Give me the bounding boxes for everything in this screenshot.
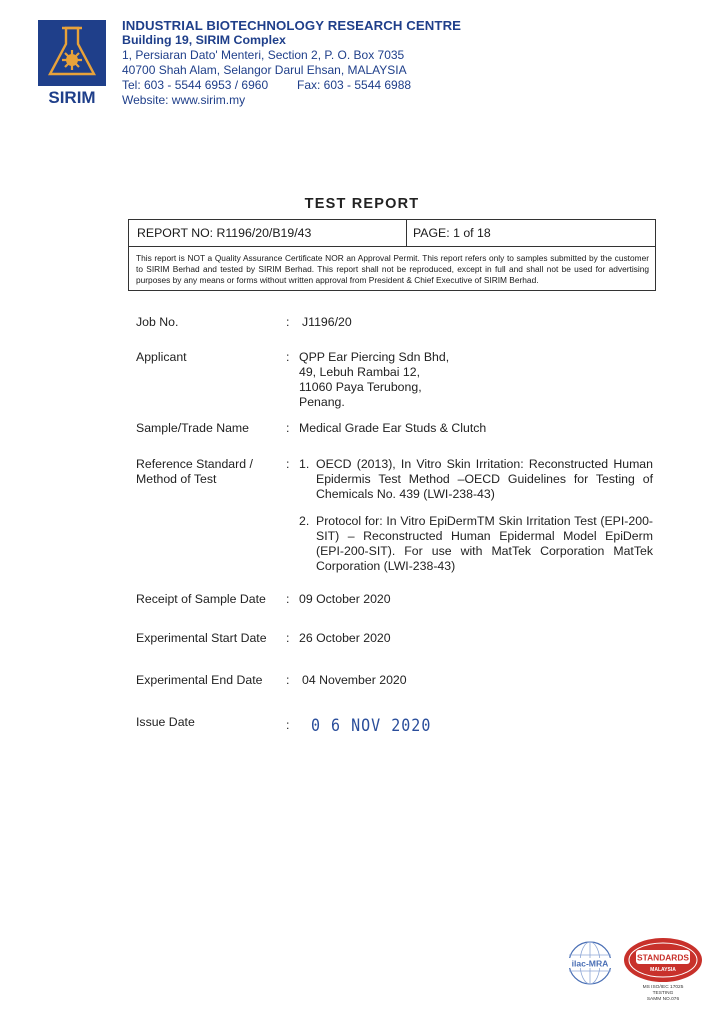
- job-no-value: J1196/20: [302, 315, 352, 329]
- colon: :: [286, 421, 290, 435]
- sirim-logo: [38, 20, 106, 106]
- sample-label: Sample/Trade Name: [136, 421, 249, 435]
- svg-text:MALAYSIA: MALAYSIA: [650, 967, 676, 973]
- page-title: TEST REPORT: [304, 196, 420, 212]
- end-date-value: 04 November 2020: [302, 673, 407, 687]
- receipt-date-value: 09 October 2020: [299, 592, 391, 606]
- org-website: Website: www.sirim.my: [122, 93, 246, 107]
- svg-text:ilac-MRA: ilac-MRA: [571, 958, 609, 969]
- org-building: Building 19, SIRIM Complex: [122, 33, 286, 47]
- colon: :: [286, 350, 290, 364]
- applicant-line: Penang.: [299, 395, 345, 409]
- sample-value: Medical Grade Ear Studs & Clutch: [299, 421, 487, 435]
- start-date-label: Experimental Start Date: [136, 631, 267, 645]
- issue-date-stamp: 0 6 NOV 2020: [311, 714, 432, 736]
- org-address-line-1: 1, Persiaran Dato' Menteri, Section 2, P. O. Box 7035: [122, 48, 405, 62]
- job-no-label: Job No.: [136, 315, 179, 329]
- report-number: REPORT NO: R1196/20/B19/43: [129, 220, 407, 246]
- reference-item-2: 2. Protocol for: In Vitro EpiDermTM Skin Irritation Test (EPI-200-SIT) – Reconstructed Human Epidermal Model EpiDerm (EPI-200-SIT). For use with MatTek Corporation MatTek Corporation (LWI-238-43): [299, 514, 653, 573]
- colon: :: [286, 592, 290, 606]
- accreditation-text: MS ISO/IEC 17025 TESTING SAMM NO.076: [642, 985, 684, 1002]
- start-date-value: 26 October 2020: [299, 631, 391, 645]
- svg-text:STANDARDS: STANDARDS: [637, 952, 689, 963]
- colon: :: [286, 673, 290, 687]
- org-tel: Tel: 603 - 5544 6953 / 6960: [122, 78, 269, 92]
- page-number: PAGE: 1 of 18: [413, 226, 491, 240]
- letterhead: [122, 18, 461, 108]
- ilac-mra-logo: [566, 939, 614, 987]
- applicant-label: Applicant: [136, 350, 187, 364]
- org-address-line-2: 40700 Shah Alam, Selangor Darul Ehsan, MALAYSIA: [122, 63, 407, 77]
- applicant-line: 11060 Paya Terubong,: [299, 380, 422, 394]
- receipt-date-label: Receipt of Sample Date: [136, 592, 266, 606]
- org-name: INDUSTRIAL BIOTECHNOLOGY RESEARCH CENTRE: [122, 18, 462, 33]
- colon: :: [286, 457, 290, 471]
- standards-malaysia-logo: [622, 935, 704, 985]
- issue-date-label: Issue Date: [136, 715, 195, 729]
- colon: :: [286, 718, 290, 732]
- reference-label: Reference Standard / Method of Test: [136, 457, 253, 486]
- applicant-address: [299, 350, 449, 410]
- colon: :: [286, 315, 290, 329]
- applicant-line: QPP Ear Piercing Sdn Bhd,: [299, 350, 450, 364]
- report-info-box: [128, 219, 656, 291]
- reference-item-1: 1. OECD (2013), In Vitro Skin Irritation: Reconstructed Human Epidermis Test Method –OECD Guidelines for Testing of Chemicals No. 439 (LWI-238-43): [299, 457, 653, 501]
- org-fax: Fax: 603 - 5544 6988: [297, 78, 412, 92]
- svg-text:SIRIM: SIRIM: [48, 88, 96, 106]
- end-date-label: Experimental End Date: [136, 673, 263, 687]
- disclaimer-text: This report is NOT a Quality Assurance Certificate NOR an Approval Permit. This report refers only to samples submitted by the customer to SIRIM Berhad and tested by SIRIM Berhad. This report shall not be reproduced, except in full and shall not be used for advertising purposes by any means or forms without written approval from President & Chief Executive of SIRIM Berhad.: [129, 246, 655, 290]
- colon: :: [286, 631, 290, 645]
- applicant-line: 49, Lebuh Rambai 12,: [299, 365, 421, 379]
